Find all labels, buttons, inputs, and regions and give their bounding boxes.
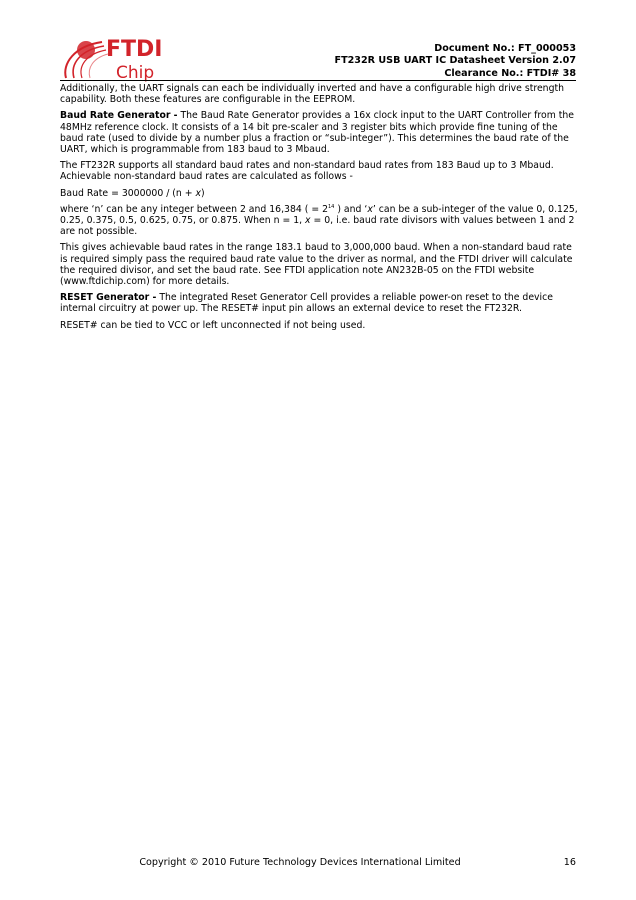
reset-generator-paragraph — [60, 292, 578, 314]
document-info — [335, 43, 576, 80]
document-number: Document No.: FT_000053 — [434, 43, 576, 54]
header-divider — [60, 80, 576, 81]
reset-tie-paragraph: RESET# can be tied to VCC or left unconnected if not being used. — [60, 319, 366, 331]
exponent: 14 — [328, 203, 335, 210]
baud-rate-formula: Baud Rate = 3000000 / (n + x) — [60, 187, 205, 199]
logo-text-chip: Chip — [116, 63, 155, 82]
document-title: FT232R USB UART IC Datasheet Version 2.07 — [334, 55, 576, 67]
copyright-notice: Copyright © 2010 Future Technology Devices International Limited — [139, 857, 461, 868]
reset-generator-text: The integrated Reset Generator Cell provides a reliable power-on reset to the device internal circuitry at power up. The RESET# input pin allows an external device to reset the FT232R. — [60, 292, 553, 315]
reset-generator-heading: RESET Generator - — [60, 292, 157, 304]
logo-text-ftdi: FTDI — [106, 37, 163, 62]
baud-rate-generator-heading: Baud Rate Generator - — [60, 110, 178, 122]
clearance-number: Clearance No.: FTDI# 38 — [444, 67, 576, 79]
baud-rate-generator-text: The Baud Rate Generator provides a 16x clock input to the UART Controller from the 48MHz reference clock. It consists of a 14 bit pre-scaler and 3 register bits which provide fine tuning of the baud rate (used to divide by a number plus a fraction or “sub-integer”). This determines the baud rate of the UART, which is programmable from 183 baud to 3 Mbaud. — [60, 110, 574, 156]
page-header — [60, 34, 576, 82]
achievable-range-paragraph: This gives achievable baud rates in the range 183.1 baud to 3,000,000 baud. When a non-standard baud rate is required simply pass the required baud rate value to the driver as normal, and the FTDI driver will calculate the required divisor, and set the baud rate. See FTDI application note AN232B-05 on the FTDI website (www.ftdichip.com) for more details. — [60, 242, 573, 288]
page-footer — [60, 857, 576, 871]
intro-paragraph: Additionally, the UART signals can each be individually inverted and have a configurable high drive strength capability. Both these features are configurable in the EEPROM. — [60, 83, 565, 106]
page-content — [60, 83, 578, 336]
supported-rates-paragraph: The FT232R supports all standard baud rates and non-standard baud rates from 183 Baud up to 3 Mbaud. Achievable non-standard baud rates are calculated as follows - — [60, 160, 554, 183]
divisor-explanation-paragraph: where ‘n’ can be any integer between 2 and 16,384 ( = $2^{14}$ ) and ‘x’ can be a sub-integer of the value 0, 0.125, 0.25, 0.375, 0.5, 0.625, 0.75, or 0.875. When n = 1, x = 0, i.e. baud rate divisors with values between 1 and 2 are not possible. — [60, 203, 578, 238]
ftdi-chip-logo — [60, 34, 200, 82]
page-number: 16 — [563, 857, 576, 868]
baud-rate-generator-paragraph — [60, 110, 578, 155]
